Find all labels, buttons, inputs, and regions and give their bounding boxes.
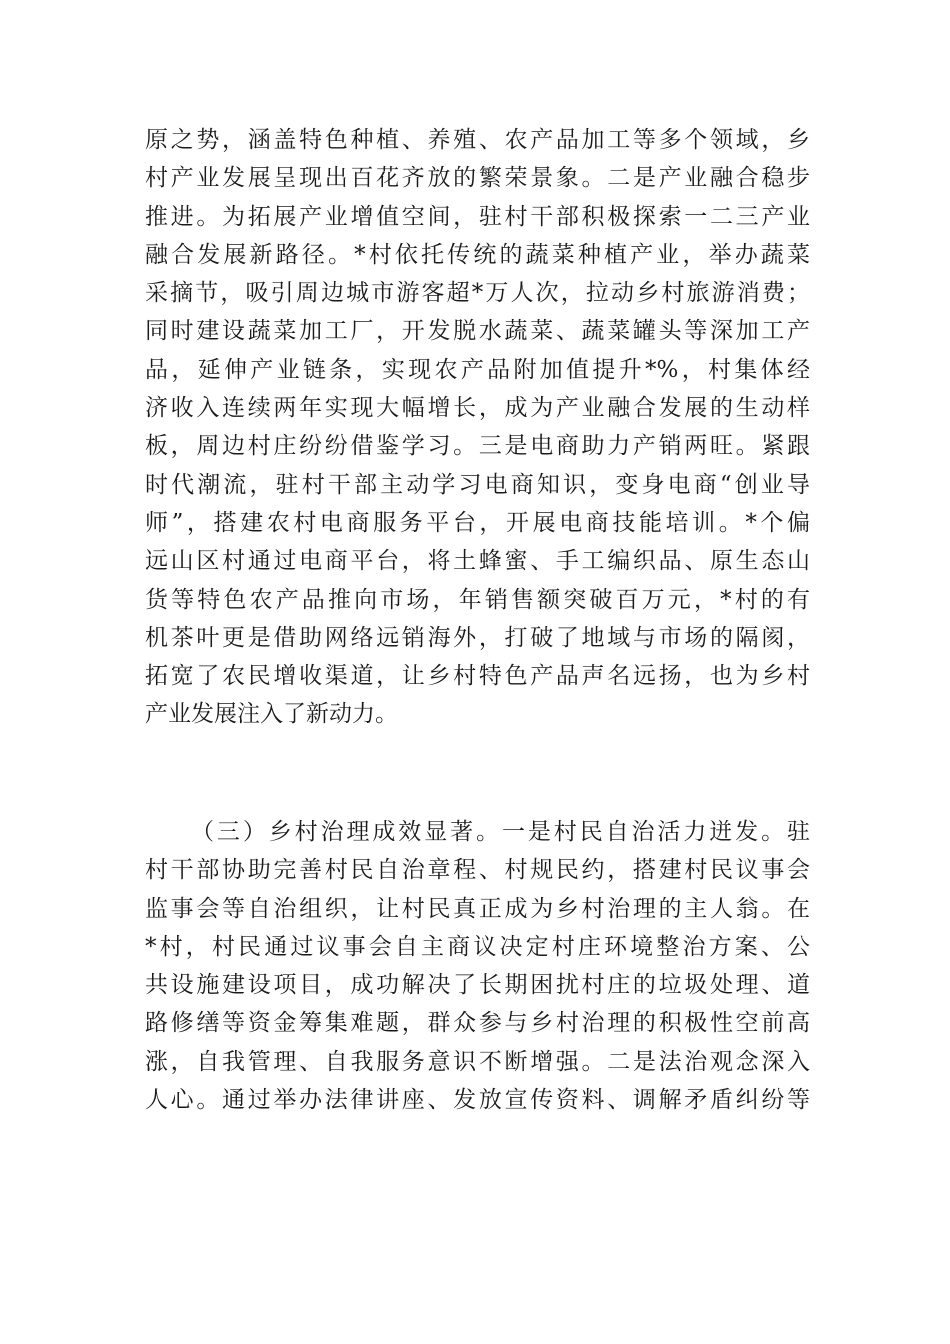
text-line: 品，延伸产业链条，实现农产品附加值提升*%，村集体经 bbox=[145, 356, 810, 383]
text-line: *村，村民通过议事会自主商议决定村庄环境整治方案、公 bbox=[145, 933, 810, 960]
text-line: 远山区村通过电商平台，将土蜂蜜、手工编织品、原生态山 bbox=[145, 548, 810, 575]
text-line: 拓宽了农民增收渠道，让乡村特色产品声名远扬，也为乡村 bbox=[145, 663, 810, 690]
text-line: 货等特色农产品推向市场，年销售额突破百万元，*村的有 bbox=[145, 586, 810, 613]
text-line: 板，周边村庄纷纷借鉴学习。三是电商助力产销两旺。紧跟 bbox=[145, 433, 810, 460]
text-line: 采摘节，吸引周边城市游客超*万人次，拉动乡村旅游消费； bbox=[145, 280, 810, 307]
text-line: 融合发展新路径。*村依托传统的蔬菜种植产业，举办蔬菜 bbox=[145, 241, 810, 268]
paragraph-industry bbox=[145, 121, 810, 734]
text-line: 原之势，涵盖特色种植、养殖、农产品加工等多个领域，乡 bbox=[145, 127, 810, 153]
paragraph-governance bbox=[145, 813, 810, 1119]
text-line: 推进。为拓展产业增值空间，驻村干部积极探索一二三产业 bbox=[145, 203, 810, 230]
text-line: 路修缮等资金筹集难题，群众参与乡村治理的积极性空前高 bbox=[145, 1010, 810, 1037]
section-heading-line: （三）乡村治理成效显著。一是村民自治活力迸发。驻 bbox=[191, 819, 810, 845]
text-line: 村干部协助完善村民自治章程、村规民约，搭建村民议事会 bbox=[145, 857, 810, 884]
text-line: 机茶叶更是借助网络远销海外，打破了地域与市场的隔阂， bbox=[145, 624, 810, 651]
text-line: 济收入连续两年实现大幅增长，成为产业融合发展的生动样 bbox=[145, 395, 810, 422]
text-line: 师”，搭建农村电商服务平台，开展电商技能培训。*个偏 bbox=[145, 509, 810, 536]
text-line: 共设施建设项目，成功解决了长期困扰村庄的垃圾处理、道 bbox=[145, 972, 810, 999]
text-line: 人心。通过举办法律讲座、发放宣传资料、调解矛盾纠纷等 bbox=[145, 1087, 810, 1114]
text-line: 监事会等自治组织，让村民真正成为乡村治理的主人翁。在 bbox=[145, 895, 810, 922]
text-line: 产业发展注入了新动力。 bbox=[145, 701, 398, 728]
text-line: 同时建设蔬菜加工厂，开发脱水蔬菜、蔬菜罐头等深加工产 bbox=[145, 318, 810, 345]
text-line: 涨，自我管理、自我服务意识不断增强。二是法治观念深入 bbox=[145, 1048, 810, 1075]
text-line: 村产业发展呈现出百花齐放的繁荣景象。二是产业融合稳步 bbox=[145, 165, 810, 192]
text-line: 时代潮流，驻村干部主动学习电商知识，变身电商“创业导 bbox=[145, 471, 810, 498]
